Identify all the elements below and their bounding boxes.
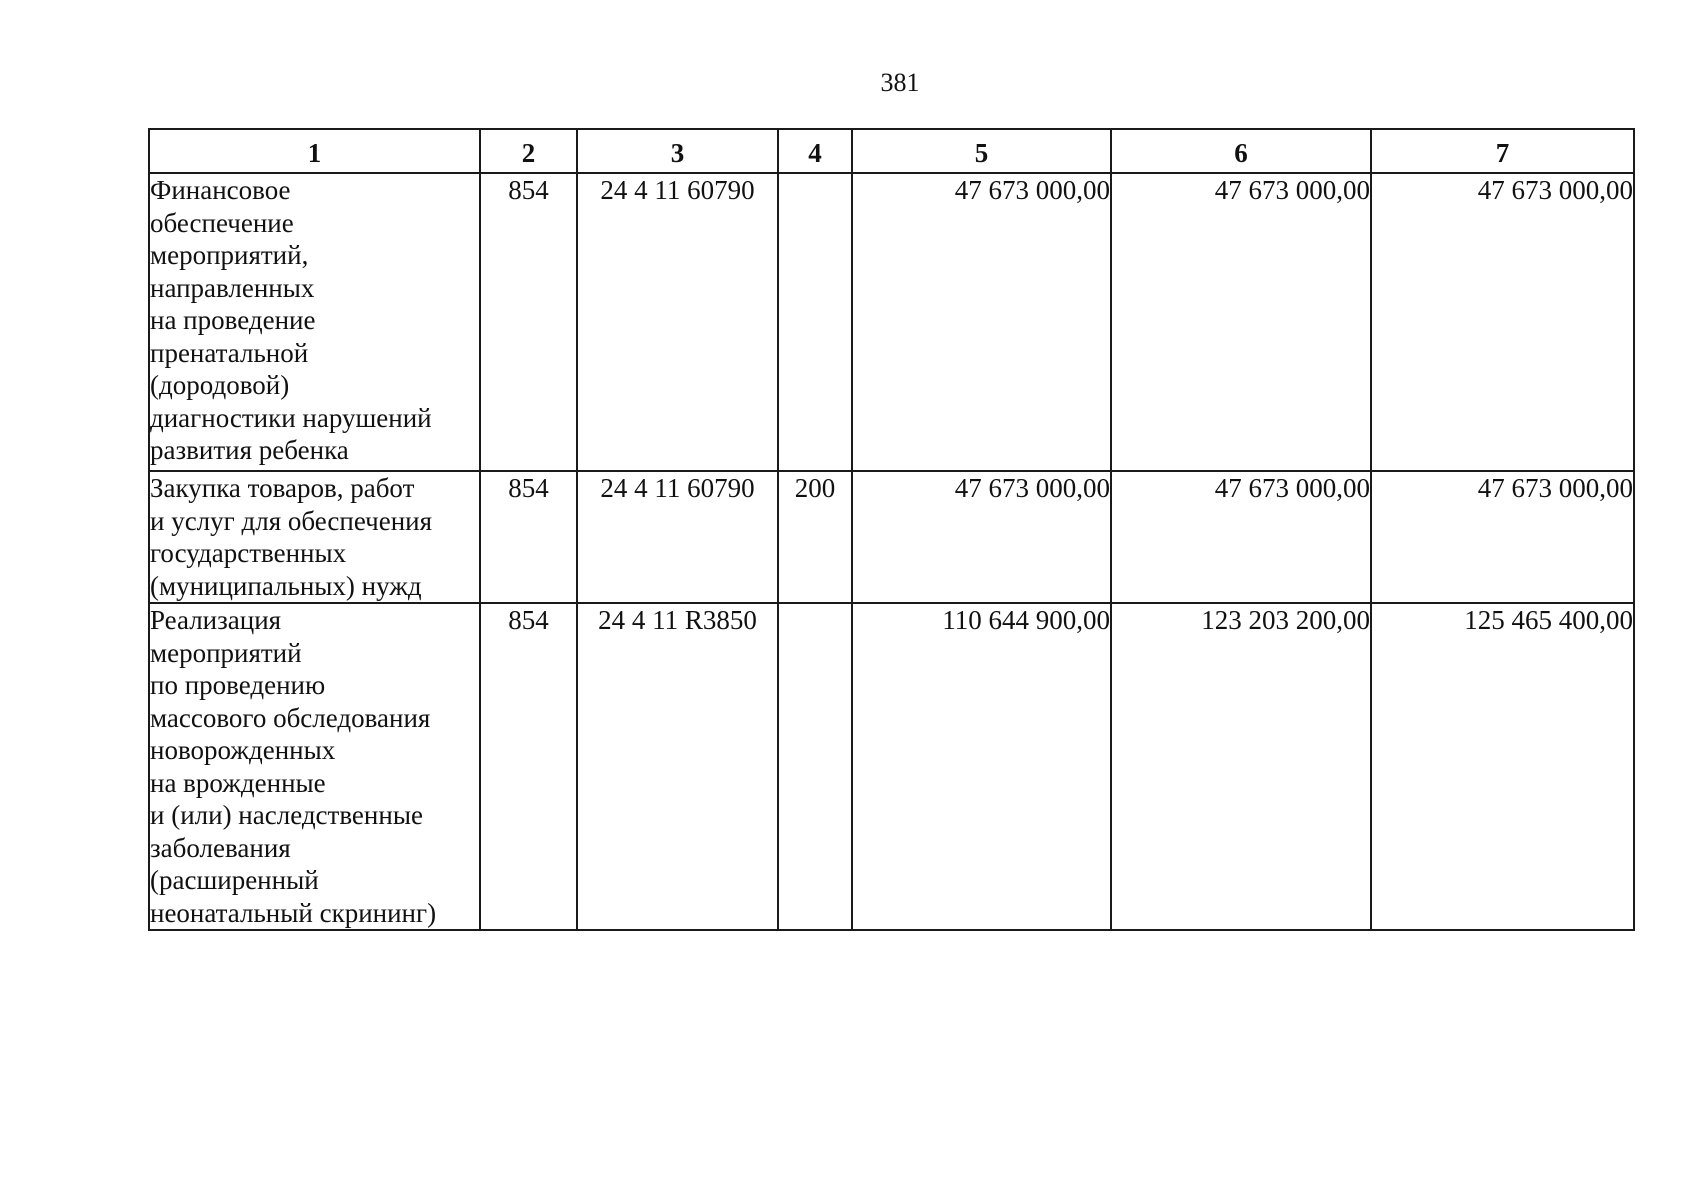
description-line: новорожденных (150, 735, 336, 765)
cell-col-5: 47 673 000,00 (852, 173, 1111, 471)
cell-col-2: 854 (480, 603, 577, 930)
description-line: на врожденные (150, 767, 326, 798)
row-description (149, 471, 480, 603)
cell-col-3: 24 4 11 60790 (577, 471, 778, 603)
cell-col-7: 125 465 400,00 (1371, 603, 1634, 930)
description-line: мероприятий, (150, 240, 309, 270)
description-line: заболевания (150, 832, 291, 863)
header-col-2: 2 (480, 129, 577, 173)
header-col-5: 5 (852, 129, 1111, 173)
description-line: Закупка товаров, работ (150, 473, 415, 503)
description-line: по проведению (150, 670, 326, 700)
description-line: мероприятий (150, 637, 302, 668)
cell-col-7: 47 673 000,00 (1371, 173, 1634, 471)
cell-col-3: 24 4 11 R3850 (577, 603, 778, 930)
description-line: диагностики нарушений (150, 402, 432, 433)
row-description (149, 603, 480, 930)
description-line: (расширенный (150, 865, 319, 895)
cell-col-4: 200 (778, 471, 852, 603)
header-col-3: 3 (577, 129, 778, 173)
cell-col-6: 47 673 000,00 (1111, 471, 1371, 603)
cell-col-5: 47 673 000,00 (852, 471, 1111, 603)
header-row (149, 129, 1634, 173)
cell-col-4 (778, 173, 852, 471)
header-col-1: 1 (149, 129, 480, 173)
table-row (149, 603, 1634, 930)
cell-col-7: 47 673 000,00 (1371, 471, 1634, 603)
description-line: обеспечение (150, 207, 294, 238)
description-line: (муниципальных) нужд (150, 570, 422, 601)
description-line: развития ребенка (150, 435, 349, 465)
cell-col-3: 24 4 11 60790 (577, 173, 778, 471)
header-col-4: 4 (778, 129, 852, 173)
row-description (149, 173, 480, 471)
description-line: и услуг для обеспечения (150, 505, 433, 536)
header-col-6: 6 (1111, 129, 1371, 173)
header-col-7: 7 (1371, 129, 1634, 173)
description-line: Реализация (150, 605, 282, 635)
table-row (149, 173, 1634, 471)
description-line: на проведение (150, 305, 316, 335)
cell-col-6: 47 673 000,00 (1111, 173, 1371, 471)
description-line: массового обследования (150, 702, 431, 733)
description-line: направленных (150, 272, 315, 303)
cell-col-2: 854 (480, 173, 577, 471)
table-row (149, 471, 1634, 603)
budget-table (148, 128, 1635, 931)
cell-col-6: 123 203 200,00 (1111, 603, 1371, 930)
cell-col-5: 110 644 900,00 (852, 603, 1111, 930)
description-line: Финансовое (150, 175, 291, 205)
page-number: 381 (880, 68, 920, 97)
description-line: пренатальной (150, 337, 309, 368)
description-line: и (или) наследственные (150, 800, 423, 830)
description-line: (дородовой) (150, 370, 290, 400)
cell-col-4 (778, 603, 852, 930)
cell-col-2: 854 (480, 471, 577, 603)
description-line: государственных (150, 538, 347, 568)
description-line: неонатальный скрининг) (150, 897, 437, 928)
